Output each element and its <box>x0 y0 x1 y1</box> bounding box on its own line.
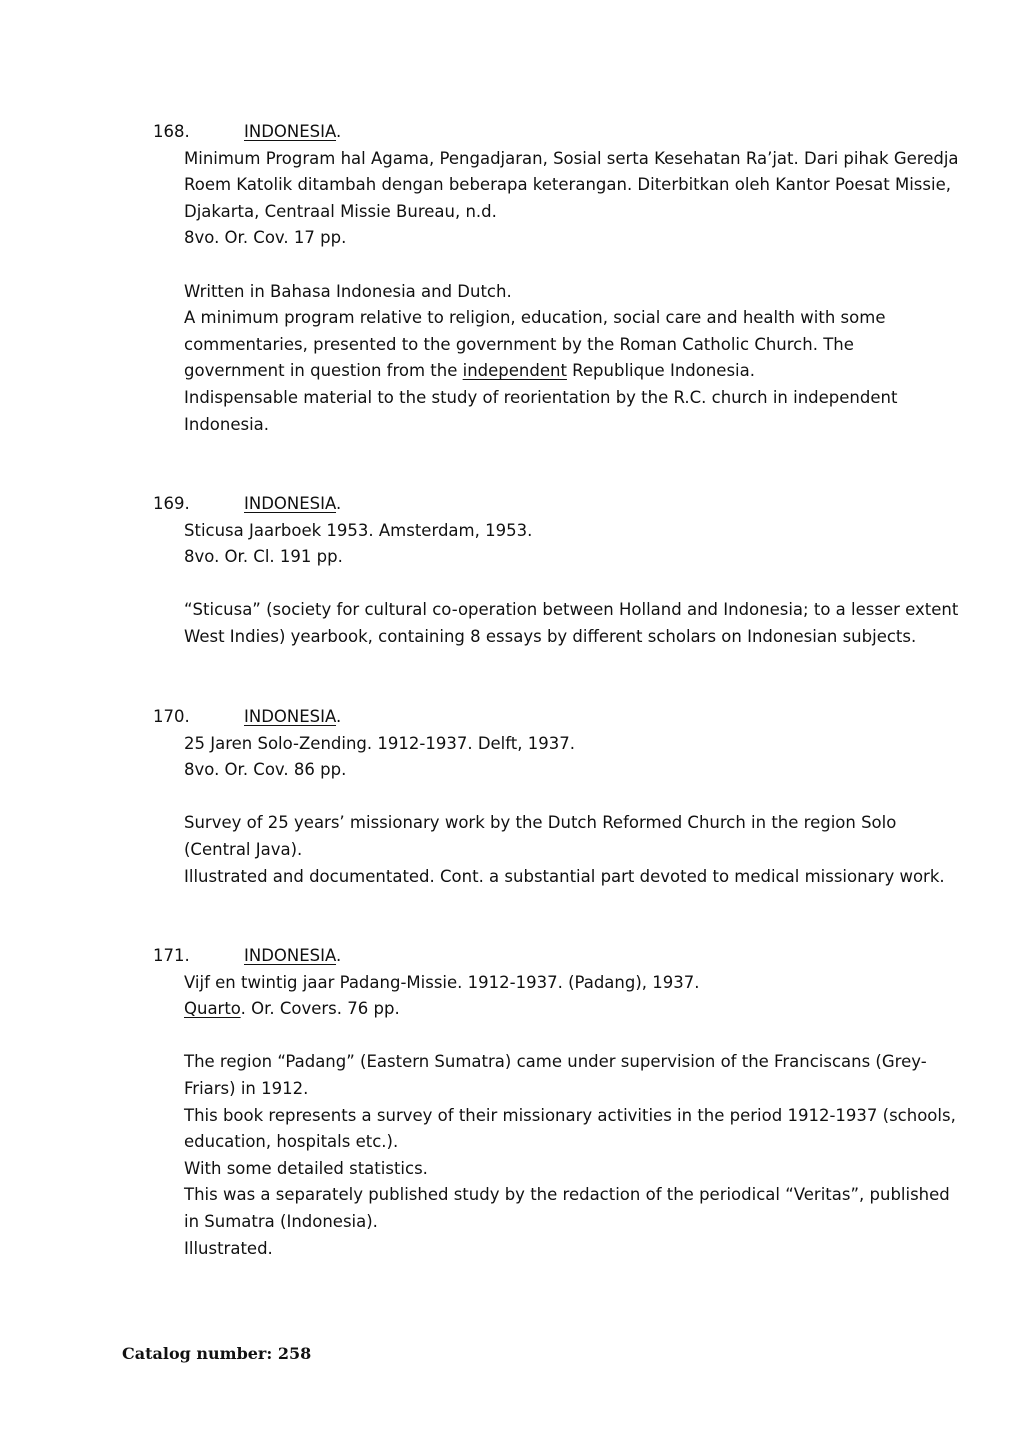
spacer <box>184 252 913 279</box>
spacer <box>184 1023 913 1050</box>
note-line: Illustrated. <box>184 1238 273 1258</box>
entry-number: 168. <box>153 122 190 141</box>
note-line: Illustrated and documentated. Cont. a substantial part devoted to medical missionary work. <box>184 866 945 886</box>
entry-body <box>184 518 959 651</box>
note-line: Written in Bahasa Indonesia and Dutch. <box>184 281 512 301</box>
entry-title-text: INDONESIA <box>244 946 337 965</box>
citation-line: Roem Katolik ditambah dengan beberapa keterangan. Diterbitkan oleh Kantor Poesat Missie, <box>184 175 951 195</box>
entry-title-text: INDONESIA <box>244 494 337 513</box>
entry-heading <box>153 491 913 518</box>
catalog-number-footer: Catalog number: 258 <box>122 1344 312 1363</box>
note-line <box>184 358 913 385</box>
format-text: . Or. Covers. 76 pp. <box>240 999 400 1019</box>
entry-title <box>244 704 341 731</box>
format-line <box>184 996 913 1023</box>
entry-body <box>184 970 956 1263</box>
format-line: 8vo. Or. Cl. 191 pp. <box>184 547 343 567</box>
note-line: The region “Padang” (Eastern Sumatra) came under supervision of the Franciscans (Grey- <box>184 1052 927 1072</box>
citation-line: Sticusa Jaarboek 1953. Amsterdam, 1953. <box>184 520 533 540</box>
catalog-entry-169 <box>153 491 959 651</box>
catalog-entry-171 <box>153 943 956 1262</box>
spacer <box>184 571 913 598</box>
entry-title-text: INDONESIA <box>244 707 337 726</box>
entry-title-suffix: . <box>336 707 342 726</box>
note-line: This book represents a survey of their missionary activities in the period 1912-1937 (schools, <box>184 1105 956 1125</box>
citation-line: 25 Jaren Solo-Zending. 1912-1937. Delft, 1937. <box>184 733 575 753</box>
catalog-entry-170 <box>153 704 945 890</box>
note-line: education, hospitals etc.). <box>184 1132 399 1152</box>
note-line: “Sticusa” (society for cultural co-operation between Holland and Indonesia; to a lesser extent <box>184 600 959 620</box>
entry-title-text: INDONESIA <box>244 122 337 141</box>
note-line: This was a separately published study by the redaction of the periodical “Veritas”, published <box>184 1185 950 1205</box>
note-line: (Central Java). <box>184 839 303 859</box>
citation-line: Djakarta, Centraal Missie Bureau, n.d. <box>184 201 497 221</box>
spacer <box>184 784 913 811</box>
entry-body <box>184 731 945 891</box>
entry-title-suffix: . <box>336 122 342 141</box>
note-text: government in question from the <box>184 361 463 381</box>
citation-line: Vijf en twintig jaar Padang-Missie. 1912-1937. (Padang), 1937. <box>184 972 700 992</box>
entry-title-suffix: . <box>336 946 342 965</box>
entry-heading <box>153 943 913 970</box>
catalog-entry-168 <box>153 119 959 438</box>
note-line: West Indies) yearbook, containing 8 essays by different scholars on Indonesian subjects. <box>184 626 917 646</box>
note-line: Friars) in 1912. <box>184 1078 309 1098</box>
note-line: A minimum program relative to religion, education, social care and health with some <box>184 308 886 328</box>
entry-heading <box>153 119 913 146</box>
entry-title <box>244 491 341 518</box>
note-line: Indispensable material to the study of reorientation by the R.C. church in independent <box>184 387 898 407</box>
note-line: With some detailed statistics. <box>184 1158 428 1178</box>
note-line: Survey of 25 years’ missionary work by the Dutch Reformed Church in the region Solo <box>184 813 897 833</box>
entry-heading <box>153 704 913 731</box>
entry-title <box>244 119 341 146</box>
note-line: Indonesia. <box>184 414 270 434</box>
format-line: 8vo. Or. Cov. 86 pp. <box>184 760 347 780</box>
underlined-word: independent <box>462 361 567 381</box>
format-line: 8vo. Or. Cov. 17 pp. <box>184 228 347 248</box>
format-underlined: Quarto <box>184 999 241 1019</box>
note-text: Republique Indonesia. <box>566 361 755 381</box>
note-line: commentaries, presented to the government by the Roman Catholic Church. The <box>184 334 854 354</box>
note-line: in Sumatra (Indonesia). <box>184 1211 378 1231</box>
entry-title-suffix: . <box>336 494 342 513</box>
entry-title <box>244 943 341 970</box>
entry-number: 171. <box>153 946 190 965</box>
entry-number: 169. <box>153 494 190 513</box>
citation-line: Minimum Program hal Agama, Pengadjaran, Sosial serta Kesehatan Ra’jat. Dari pihak Geredja <box>184 148 959 168</box>
entry-number: 170. <box>153 707 190 726</box>
entry-body <box>184 146 959 439</box>
